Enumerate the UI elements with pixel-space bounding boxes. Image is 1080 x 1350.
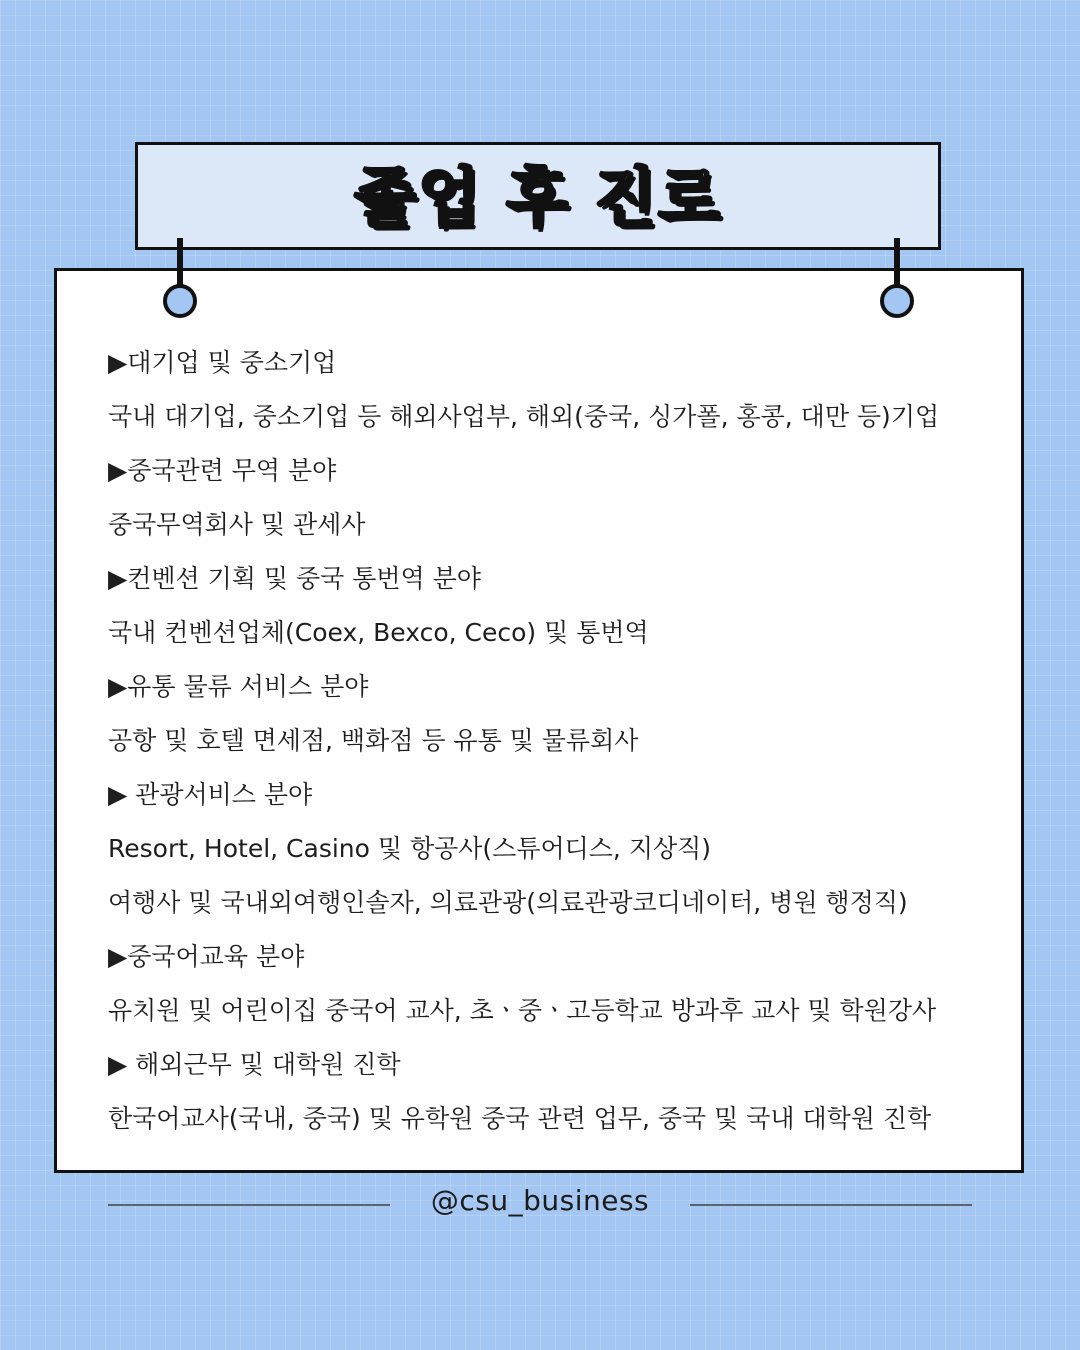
category-heading: ▶ 해외근무 및 대학원 진학 — [108, 1050, 401, 1079]
right-binder-ring-icon — [880, 284, 914, 318]
category-heading: ▶유통 물류 서비스 분야 — [108, 672, 369, 701]
left-binder-ring-icon — [163, 284, 197, 318]
category-detail: Resort, Hotel, Casino 및 항공사(스튜어디스, 지상직) — [108, 834, 712, 863]
category-heading: ▶중국어교육 분야 — [108, 942, 305, 971]
category-detail: 국내 컨벤션업체(Coex, Bexco, Ceco) 및 통번역 — [108, 618, 649, 647]
category-detail: 유치원 및 어린이집 중국어 교사, 초ㆍ중ㆍ고등학교 방과후 교사 및 학원강사 — [108, 996, 937, 1025]
career-list — [108, 336, 998, 1146]
page-title: 졸업 후 진로 — [354, 162, 722, 236]
category-heading: ▶중국관련 무역 분야 — [108, 456, 337, 485]
title-banner — [135, 142, 941, 250]
category-detail: 중국무역회사 및 관세사 — [108, 510, 366, 539]
account-handle: @csu_business — [430, 1184, 650, 1217]
category-detail: 국내 대기업, 중소기업 등 해외사업부, 해외(중국, 싱가폴, 홍콩, 대만 등)기업 — [108, 402, 940, 431]
category-detail: 여행사 및 국내외여행인솔자, 의료관광(의료관광코디네이터, 병원 행정직) — [108, 888, 908, 917]
category-heading: ▶대기업 및 중소기업 — [108, 348, 337, 377]
category-detail: 공항 및 호텔 면세점, 백화점 등 유통 및 물류회사 — [108, 726, 639, 755]
category-heading: ▶ 관광서비스 분야 — [108, 780, 313, 809]
category-detail: 한국어교사(국내, 중국) 및 유학원 중국 관련 업무, 중국 및 국내 대학원 진학 — [108, 1104, 932, 1133]
category-heading: ▶컨벤션 기획 및 중국 통번역 분야 — [108, 564, 481, 593]
